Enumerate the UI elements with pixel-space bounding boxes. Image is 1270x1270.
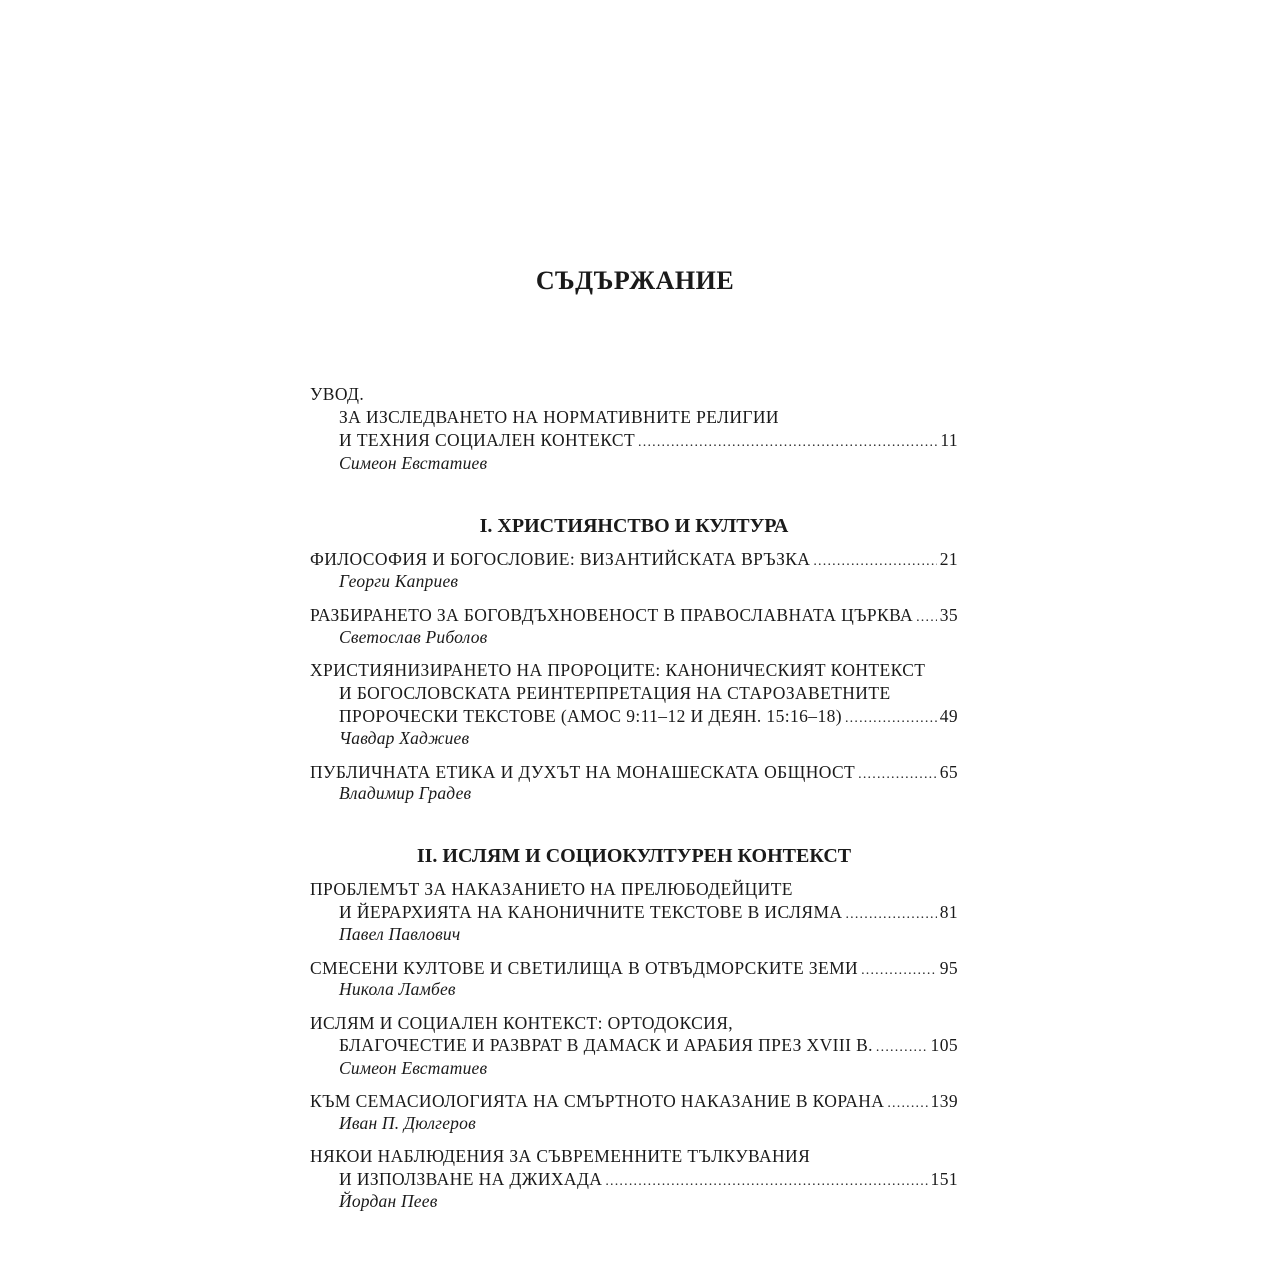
page-number: 151 [930, 1169, 958, 1189]
entry-title-line: НЯКОИ НАБЛЮДЕНИЯ ЗА СЪВРЕМЕННИТЕ ТЪЛКУВАНИЯ [310, 1146, 811, 1166]
entry-author: Георги Каприев [339, 571, 459, 591]
entry-title-text: И ИЗПОЛЗВАНЕ НА ДЖИХАДА [339, 1169, 603, 1189]
page-number: 65 [939, 762, 958, 782]
entry-author: Йордан Пеев [339, 1191, 438, 1211]
page-number: 95 [939, 958, 958, 978]
intro-title-line-1: ЗА ИЗСЛЕДВАНЕТО НА НОРМАТИВНИТЕ РЕЛИГИИ [339, 407, 779, 427]
section-heading-1: I. ХРИСТИЯНСТВО И КУЛТУРА [479, 515, 789, 537]
entry-title-text: И ЙЕРАРХИЯТА НА КАНОНИЧНИТЕ ТЕКСТОВЕ В ИСЛЯМА [339, 902, 843, 922]
page-number: 49 [939, 706, 958, 726]
dot-leader [876, 1037, 928, 1059]
toc-entry [310, 761, 958, 783]
toc-entry [339, 901, 958, 923]
toc-entry [339, 705, 958, 727]
entry-title-text: ПРОРОЧЕСКИ ТЕКСТОВЕ (АМОС 9:11–12 И ДЕЯН. 15:16–18) [339, 706, 842, 726]
entry-title-text: СМЕСЕНИ КУЛТОВЕ И СВЕТИЛИЩА В ОТВЪДМОРСКИТЕ ЗЕМИ [310, 958, 859, 978]
entry-title-text: ФИЛОСОФИЯ И БОГОСЛОВИЕ: ВИЗАНТИЙСКАТА ВРЪЗКА [310, 549, 811, 569]
entry-author: Симеон Евстатиев [339, 1058, 488, 1078]
toc-entry [339, 1034, 958, 1056]
intro-author: Симеон Евстатиев [339, 453, 488, 473]
page-number: 139 [930, 1091, 958, 1111]
entry-title-line: ХРИСТИЯНИЗИРАНЕТО НА ПРОРОЦИТЕ: КАНОНИЧЕСКИЯТ КОНТЕКСТ [310, 660, 926, 680]
intro-label: УВОД. [310, 384, 365, 404]
page-title: СЪДЪРЖАНИЕ [535, 266, 735, 295]
page-number: 35 [939, 605, 958, 625]
section-heading-2: II. ИСЛЯМ И СОЦИОКУЛТУРЕН КОНТЕКСТ [416, 845, 852, 867]
entry-title-line: И БОГОСЛОВСКАТА РЕИНТЕРПРЕТАЦИЯ НА СТАРОЗАВЕТНИТЕ [339, 683, 891, 703]
toc-entry [339, 1168, 958, 1190]
entry-author: Павел Павлович [339, 924, 461, 944]
page-number: 21 [939, 549, 958, 569]
entry-author: Светослав Риболов [339, 627, 488, 647]
entry-title-text: БЛАГОЧЕСТИЕ И РАЗВРАТ В ДАМАСК И АРАБИЯ ПРЕЗ XVIII В. [339, 1035, 873, 1055]
entry-title-text: ПУБЛИЧНАТА ЕТИКА И ДУХЪТ НА МОНАШЕСКАТА ОБЩНОСТ [310, 762, 856, 782]
entry-title-text: И ТЕХНИЯ СОЦИАЛЕН КОНТЕКСТ [339, 430, 636, 450]
page-number: 81 [939, 902, 958, 922]
intro-title-line-2 [339, 429, 958, 451]
entry-title-line: ИСЛЯМ И СОЦИАЛЕН КОНТЕКСТ: ОРТОДОКСИЯ, [310, 1013, 734, 1033]
entry-author: Чавдар Хаджиев [339, 728, 470, 748]
entry-author: Владимир Градев [339, 783, 472, 803]
entry-author: Никола Ламбев [339, 979, 456, 999]
toc-entry [310, 548, 958, 570]
entry-author: Иван П. Дюлгеров [339, 1113, 476, 1133]
dot-leader [638, 432, 937, 454]
entry-title-text: КЪМ СЕМАСИОЛОГИЯТА НА СМЪРТНОТО НАКАЗАНИЕ В КОРАНА [310, 1091, 885, 1111]
page-number: 11 [940, 430, 958, 450]
page-number: 105 [930, 1035, 958, 1055]
toc-entry [310, 957, 958, 979]
entry-title-text: РАЗБИРАНЕТО ЗА БОГОВДЪХНОВЕНОСТ В ПРАВОСЛАВНАТА ЦЪРКВА [310, 605, 914, 625]
toc-entry [310, 1090, 958, 1112]
toc-entry [310, 604, 958, 626]
entry-title-line: ПРОБЛЕМЪТ ЗА НАКАЗАНИЕТО НА ПРЕЛЮБОДЕЙЦИТЕ [310, 879, 793, 899]
